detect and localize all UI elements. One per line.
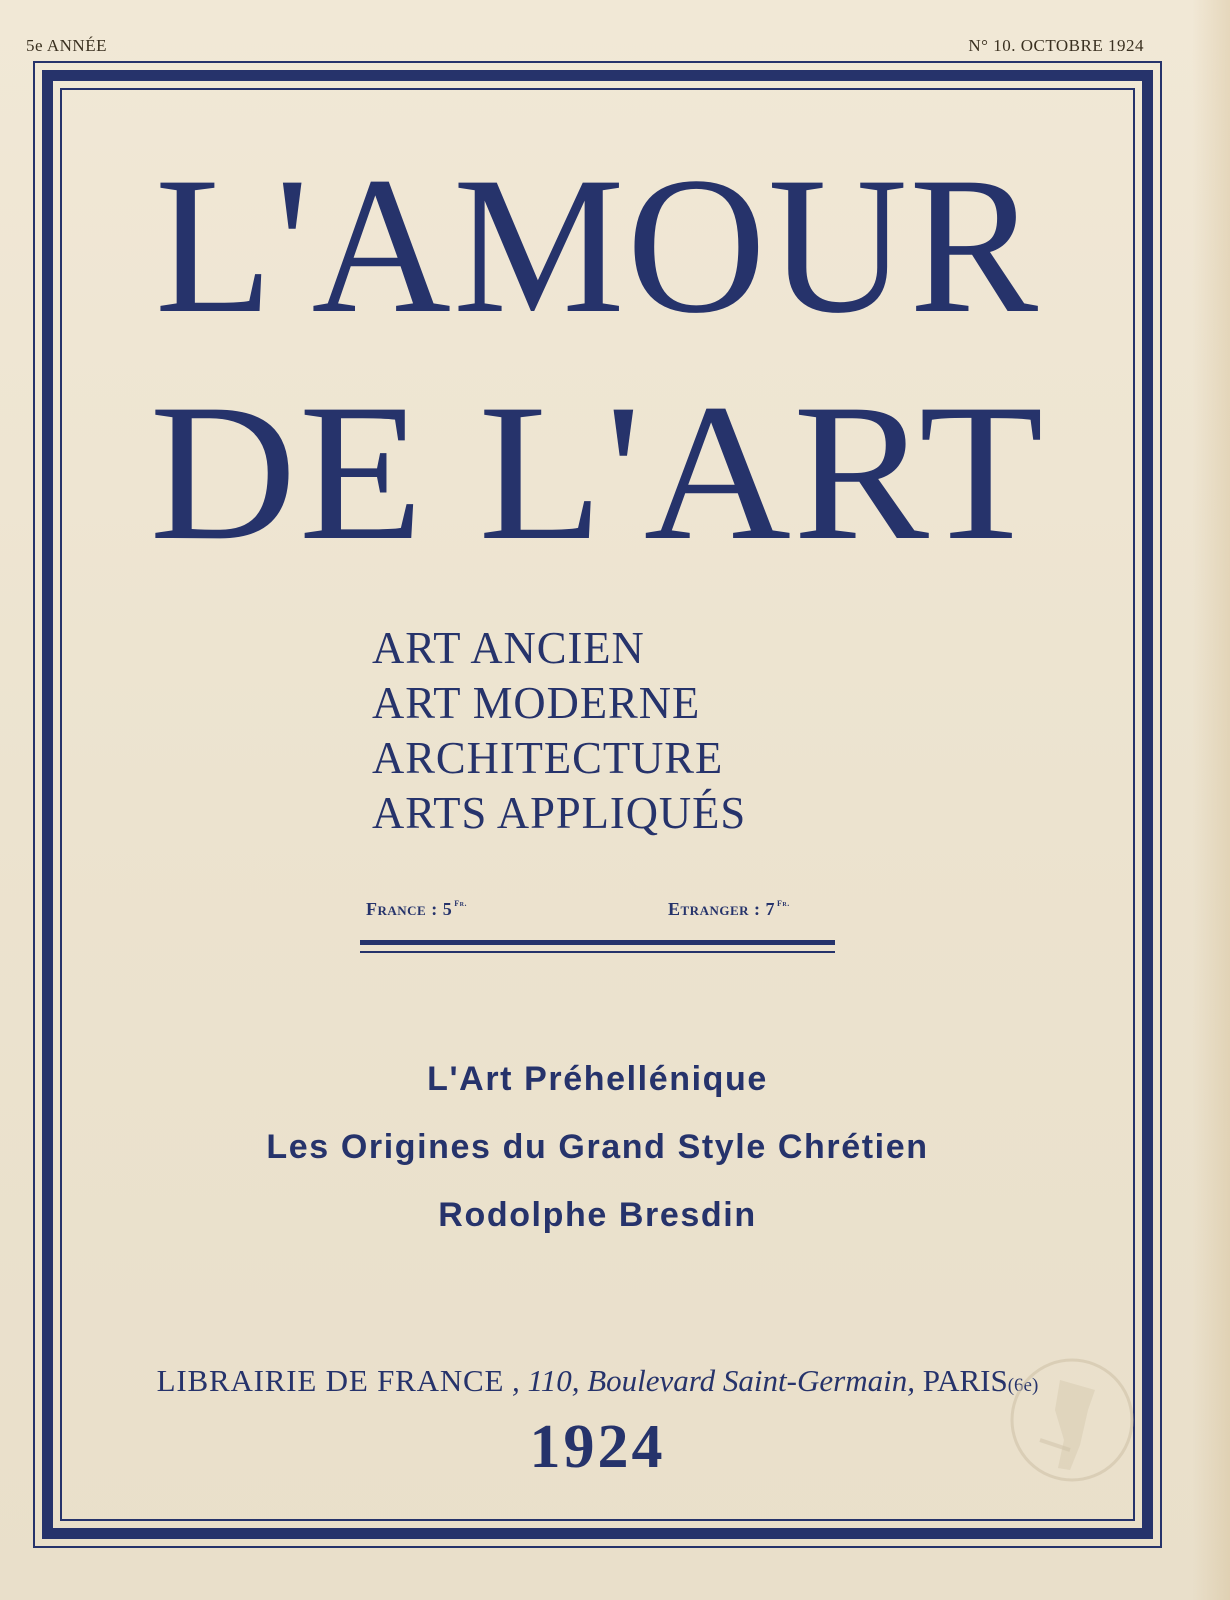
price-france: France : 5 $^{Fr.}$ bbox=[366, 899, 467, 919]
publisher-city: PARIS(6e) bbox=[922, 1363, 1039, 1398]
divider-thick bbox=[360, 940, 835, 945]
subject-item: ARTS APPLIQUÉS bbox=[372, 787, 747, 838]
subject-list bbox=[372, 620, 832, 840]
library-stamp-watermark bbox=[1000, 1350, 1150, 1580]
subject-item: ART ANCIEN bbox=[372, 622, 645, 673]
title-line-1: L'AMOUR bbox=[154, 137, 1041, 354]
price-etranger: Etranger : 7 $^{Fr.}$ bbox=[668, 899, 790, 919]
article-title: Rodolphe Bresdin bbox=[438, 1196, 757, 1234]
article-title: L'Art Préhellénique bbox=[427, 1060, 768, 1098]
publisher-line bbox=[60, 1363, 1135, 1399]
title-line-2: DE L'ART bbox=[149, 364, 1046, 581]
issue-label: N° 10. OCTOBRE 1924 bbox=[968, 36, 1144, 55]
subject-item: ART MODERNE bbox=[372, 677, 701, 728]
publication-year: 1924 bbox=[529, 1413, 666, 1481]
divider-thin bbox=[360, 951, 835, 953]
article-title: Les Origines du Grand Style Chrétien bbox=[266, 1128, 929, 1166]
paper-edge-shadow bbox=[1192, 0, 1230, 1600]
publisher-address: , 110, Boulevard Saint-Germain, bbox=[512, 1363, 915, 1398]
volume-label: 5e ANNÉE bbox=[26, 36, 107, 55]
publisher-name: LIBRAIRIE DE FRANCE bbox=[156, 1363, 505, 1398]
subject-item: ARCHITECTURE bbox=[372, 732, 724, 783]
